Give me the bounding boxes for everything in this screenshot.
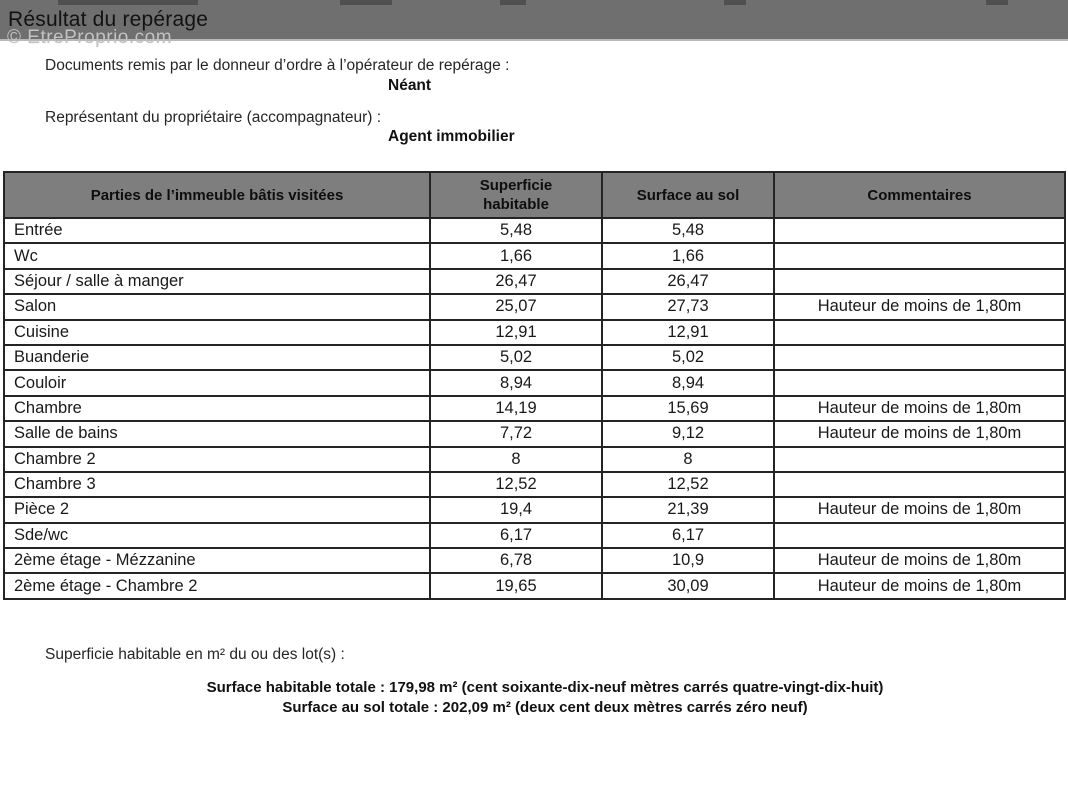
table-row xyxy=(4,421,1065,446)
cell-habitable: 1,66 xyxy=(430,243,602,268)
footer-label: Superficie habitable en m² du ou des lot(s) : xyxy=(45,646,345,663)
cell-comment: Hauteur de moins de 1,80m xyxy=(774,294,1065,319)
cell-name: Cuisine xyxy=(4,320,430,345)
cell-sol: 30,09 xyxy=(602,573,774,598)
cell-sol: 21,39 xyxy=(602,497,774,522)
cell-comment xyxy=(774,345,1065,370)
cell-name: Salon xyxy=(4,294,430,319)
surface-table xyxy=(3,171,1066,600)
total-sol: Surface au sol totale : 202,09 m² (deux cent deux mètres carrés zéro neuf) xyxy=(282,698,808,716)
cell-comment: Hauteur de moins de 1,80m xyxy=(774,421,1065,446)
cell-comment: Hauteur de moins de 1,80m xyxy=(774,396,1065,421)
cell-name: 2ème étage - Chambre 2 xyxy=(4,573,430,598)
section-title: Résultat du repérage xyxy=(8,8,209,31)
watermark: © EtreProprio.com xyxy=(7,27,173,48)
cell-habitable: 14,19 xyxy=(430,396,602,421)
representative-label: Représentant du propriétaire (accompagnateur) : xyxy=(45,109,382,126)
cell-name: Salle de bains xyxy=(4,421,430,446)
cell-name: Pièce 2 xyxy=(4,497,430,522)
cell-sol: 6,17 xyxy=(602,523,774,548)
table-row xyxy=(4,370,1065,395)
cell-comment: Hauteur de moins de 1,80m xyxy=(774,573,1065,598)
cell-sol: 12,91 xyxy=(602,320,774,345)
table-row xyxy=(4,320,1065,345)
cell-habitable: 12,91 xyxy=(430,320,602,345)
table-row xyxy=(4,269,1065,294)
cell-habitable: 6,78 xyxy=(430,548,602,573)
total-habitable: Surface habitable totale : 179,98 m² (cent soixante-dix-neuf mètres carrés quatre-vingt-dix-huit) xyxy=(206,679,884,696)
cell-comment: Hauteur de moins de 1,80m xyxy=(774,497,1065,522)
cell-sol: 8,94 xyxy=(602,370,774,395)
cell-name: Chambre xyxy=(4,396,430,421)
cell-habitable: 26,47 xyxy=(430,269,602,294)
cell-habitable: 19,65 xyxy=(430,573,602,598)
cell-sol: 9,12 xyxy=(602,421,774,446)
table-row xyxy=(4,294,1065,319)
col-header-surface-au-sol: Surface au sol xyxy=(602,172,774,218)
page-edge-artifact xyxy=(340,0,392,5)
cell-habitable: 12,52 xyxy=(430,472,602,497)
table-row xyxy=(4,472,1065,497)
table-row xyxy=(4,523,1065,548)
table-header-row xyxy=(4,172,1065,218)
documents-label: Documents remis par le donneur d’ordre à l’opérateur de repérage : xyxy=(45,57,510,74)
cell-name: Sde/wc xyxy=(4,523,430,548)
table-row xyxy=(4,396,1065,421)
table-body xyxy=(4,218,1065,599)
totals-block xyxy=(22,678,1068,717)
cell-habitable: 5,48 xyxy=(430,218,602,243)
col-header-commentaires: Commentaires xyxy=(774,172,1065,218)
cell-comment xyxy=(774,472,1065,497)
cell-comment: Hauteur de moins de 1,80m xyxy=(774,548,1065,573)
table-row xyxy=(4,548,1065,573)
col-header-parties: Parties de l’immeuble bâtis visitées xyxy=(4,172,430,218)
cell-name: Couloir xyxy=(4,370,430,395)
cell-habitable: 25,07 xyxy=(430,294,602,319)
cell-habitable: 19,4 xyxy=(430,497,602,522)
cell-comment xyxy=(774,370,1065,395)
cell-sol: 5,02 xyxy=(602,345,774,370)
cell-comment xyxy=(774,269,1065,294)
table-row xyxy=(4,447,1065,472)
cell-comment xyxy=(774,447,1065,472)
page-edge-artifact xyxy=(724,0,746,5)
cell-habitable: 6,17 xyxy=(430,523,602,548)
cell-name: 2ème étage - Mézzanine xyxy=(4,548,430,573)
page-edge-artifact xyxy=(500,0,526,5)
cell-comment xyxy=(774,320,1065,345)
cell-sol: 5,48 xyxy=(602,218,774,243)
cell-habitable: 8 xyxy=(430,447,602,472)
documents-value: Néant xyxy=(388,77,432,94)
cell-name: Chambre 3 xyxy=(4,472,430,497)
cell-comment xyxy=(774,243,1065,268)
table-row xyxy=(4,243,1065,268)
col-header-superficie-habitable: Superficie habitable xyxy=(430,172,602,218)
cell-sol: 8 xyxy=(602,447,774,472)
table-row xyxy=(4,345,1065,370)
cell-sol: 27,73 xyxy=(602,294,774,319)
table-row xyxy=(4,218,1065,243)
cell-comment xyxy=(774,218,1065,243)
table-row xyxy=(4,497,1065,522)
cell-habitable: 7,72 xyxy=(430,421,602,446)
cell-sol: 15,69 xyxy=(602,396,774,421)
cell-sol: 12,52 xyxy=(602,472,774,497)
cell-sol: 26,47 xyxy=(602,269,774,294)
table-row xyxy=(4,573,1065,598)
page-edge-artifact xyxy=(58,0,198,5)
cell-habitable: 8,94 xyxy=(430,370,602,395)
cell-name: Chambre 2 xyxy=(4,447,430,472)
cell-name: Wc xyxy=(4,243,430,268)
cell-habitable: 5,02 xyxy=(430,345,602,370)
representative-value: Agent immobilier xyxy=(388,128,515,145)
cell-comment xyxy=(774,523,1065,548)
cell-sol: 1,66 xyxy=(602,243,774,268)
cell-name: Buanderie xyxy=(4,345,430,370)
cell-name: Séjour / salle à manger xyxy=(4,269,430,294)
cell-name: Entrée xyxy=(4,218,430,243)
cell-sol: 10,9 xyxy=(602,548,774,573)
page-edge-artifact xyxy=(986,0,1008,5)
